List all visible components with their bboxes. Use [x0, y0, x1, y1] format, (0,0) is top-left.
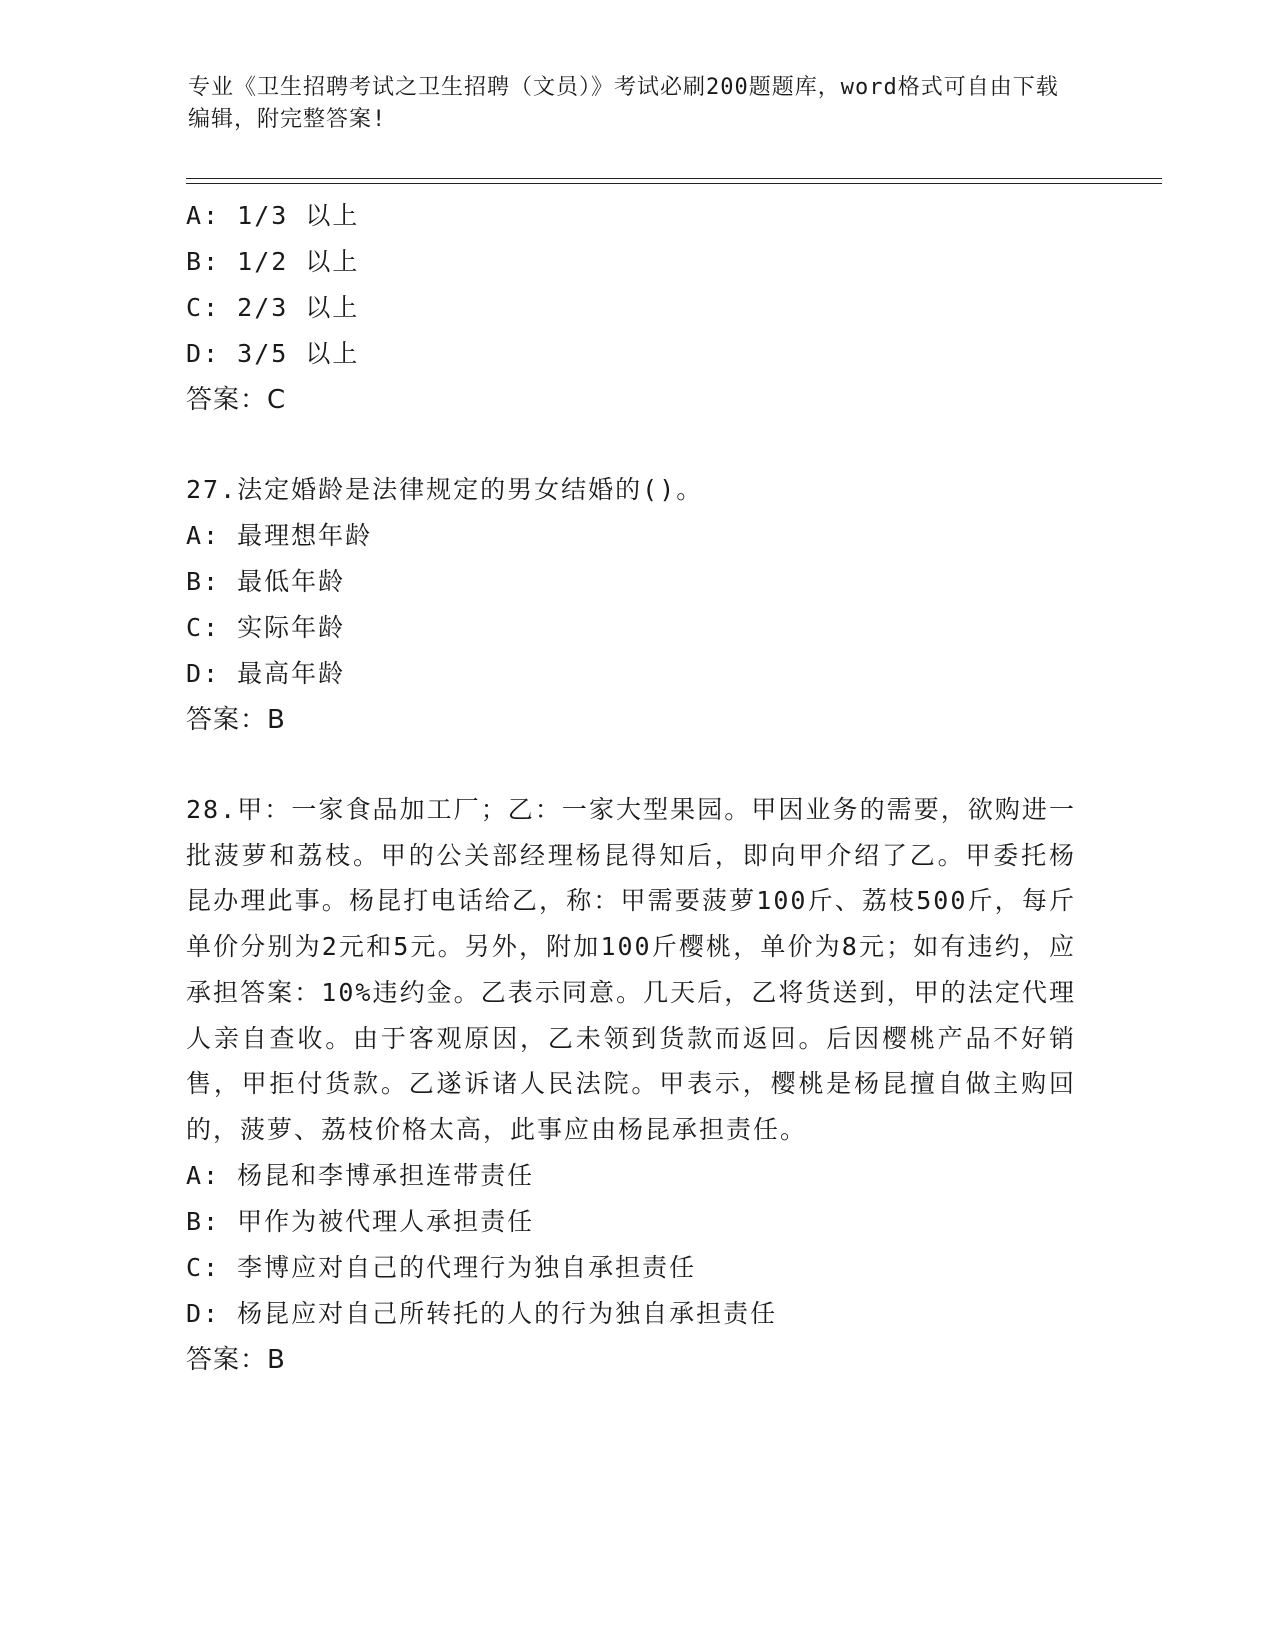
- header-divider-bottom: [186, 183, 1162, 184]
- answer-line: 答案：C: [186, 385, 287, 415]
- header-divider-top: [186, 178, 1162, 179]
- document-title: 专业《卫生招聘考试之卫生招聘（文员）》考试必刷200题题库，word格式可自由下载编辑，附完整答案!: [188, 75, 1059, 132]
- option-d: D: 最高年龄: [186, 659, 346, 688]
- option-b: B: 1/2 以上: [186, 247, 360, 276]
- question-27-block: [186, 467, 1086, 743]
- answer-line: 答案：B: [186, 1344, 286, 1375]
- option-a: A: 1/3 以上: [186, 201, 360, 230]
- spacer: [186, 423, 1086, 467]
- option-d: D: 3/5 以上: [186, 339, 360, 368]
- question-26-block: [186, 193, 1086, 423]
- option-b: B: 甲作为被代理人承担责任: [186, 1206, 535, 1236]
- option-c: C: 李博应对自己的代理行为独自承担责任: [186, 1252, 697, 1282]
- spacer: [186, 743, 1086, 787]
- document-body: [186, 193, 1086, 1383]
- option-b: B: 最低年龄: [186, 567, 346, 596]
- option-a: A: 杨昆和李博承担连带责任: [186, 1160, 535, 1190]
- option-a: A: 最理想年龄: [186, 521, 373, 550]
- option-c: C: 实际年龄: [186, 613, 346, 642]
- question-28-block: [186, 787, 1086, 1383]
- answer-line: 答案：B: [186, 705, 286, 735]
- option-c: C: 2/3 以上: [186, 293, 360, 322]
- option-d: D: 杨昆应对自己所转托的人的行为独自承担责任: [186, 1298, 778, 1328]
- question-stem: 27.法定婚龄是法律规定的男女结婚的()。: [186, 475, 704, 504]
- question-stem: 28.甲：一家食品加工厂；乙：一家大型果园。甲因业务的需要，欲购进一批菠萝和荔枝。甲的公关部经理杨昆得知后，即向甲介绍了乙。甲委托杨昆办理此事。杨昆打电话给乙，称：甲需要菠萝100斤、荔枝500斤，每斤单价分别为2元和5元。另外，附加100斤樱桃，单价为8元；如有违约，应承担答案：10%违约金。乙表示同意。几天后，乙将货送到，甲的法定代理人亲自查收。由于客观原因，乙未领到货款而返回。后因樱桃产品不好销售，甲拒付货款。乙遂诉诸人民法院。甲表示，樱桃是杨昆擅自做主购回的，菠萝、荔枝价格太高，此事应由杨昆承担责任。: [186, 795, 1076, 1144]
- document-header: [188, 72, 1068, 136]
